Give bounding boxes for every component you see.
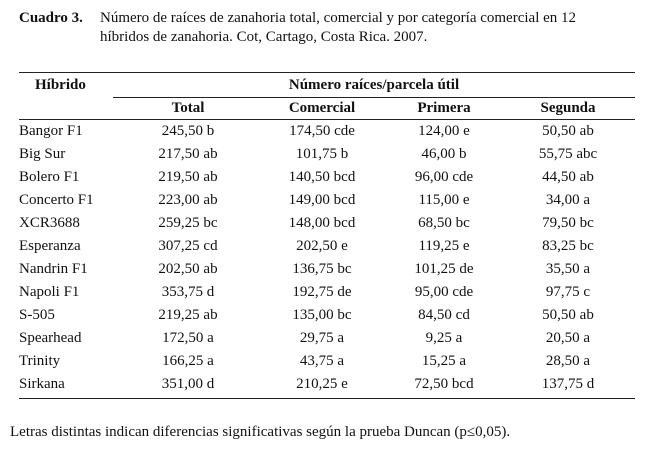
total-cell: 202,50 ab	[158, 261, 218, 277]
total-cell: 353,75 d	[161, 284, 215, 300]
segunda-cell: 20,50 a	[545, 330, 591, 346]
segunda-cell: 55,75 abc	[538, 146, 598, 162]
primera-cell: 84,50 cd	[418, 307, 470, 323]
comercial-cell: 43,75 a	[299, 353, 345, 369]
table-bottom-rule	[19, 398, 635, 399]
comercial-cell: 136,75 bc	[292, 261, 352, 277]
comercial-cell: 140,50 bcd	[288, 169, 356, 185]
comercial-cell: 149,00 bcd	[288, 192, 356, 208]
segunda-cell: 50,50 ab	[542, 123, 594, 139]
header-hibrido: Híbrido	[35, 77, 86, 93]
header-primera: Primera	[417, 100, 471, 116]
table-footnote: Letras distintas indican diferencias significativas según la prueba Duncan (p≤0,05).	[10, 424, 511, 440]
primera-cell: 9,25 a	[425, 330, 463, 346]
table-top-rule	[19, 72, 635, 73]
caption-line-2: híbridos de zanahoria. Cot, Cartago, Costa Rica. 2007.	[100, 29, 428, 45]
primera-cell: 46,00 b	[421, 146, 467, 162]
hybrid-name: Trinity	[19, 353, 61, 369]
caption-line-1: Número de raíces de zanahoria total, comercial y por categoría comercial en 12	[100, 10, 577, 26]
segunda-cell: 44,50 ab	[542, 169, 594, 185]
segunda-cell: 35,50 a	[545, 261, 591, 277]
primera-cell: 95,00 cde	[414, 284, 474, 300]
header-comercial: Comercial	[288, 100, 356, 116]
total-cell: 307,25 cd	[158, 238, 218, 254]
total-cell: 351,00 d	[161, 376, 215, 392]
total-cell: 245,50 b	[161, 123, 215, 139]
header-group-rule	[113, 97, 635, 98]
comercial-cell: 192,75 de	[292, 284, 352, 300]
segunda-cell: 79,50 bc	[542, 215, 594, 231]
total-cell: 166,25 a	[162, 353, 214, 369]
segunda-cell: 34,00 a	[545, 192, 591, 208]
comercial-cell: 101,75 b	[295, 146, 349, 162]
comercial-cell: 174,50 cde	[289, 123, 355, 139]
hybrid-name: Bangor F1	[19, 123, 83, 139]
primera-cell: 124,00 e	[418, 123, 470, 139]
header-group: Número raíces/parcela útil	[288, 77, 460, 93]
header-segunda: Segunda	[540, 100, 596, 116]
hybrid-name: Bolero F1	[19, 169, 80, 185]
primera-cell: 101,25 de	[414, 261, 474, 277]
primera-cell: 15,25 a	[421, 353, 467, 369]
hybrid-name: Napoli F1	[19, 284, 80, 300]
total-cell: 172,50 a	[162, 330, 214, 346]
segunda-cell: 137,75 d	[541, 376, 595, 392]
primera-cell: 119,25 e	[418, 238, 470, 254]
total-cell: 217,50 ab	[158, 146, 218, 162]
total-cell: 219,50 ab	[158, 169, 218, 185]
total-cell: 219,25 ab	[158, 307, 218, 323]
segunda-cell: 28,50 a	[545, 353, 591, 369]
comercial-cell: 135,00 bc	[292, 307, 352, 323]
caption-text	[100, 9, 655, 47]
segunda-cell: 50,50 ab	[542, 307, 594, 323]
hybrid-name: Spearhead	[19, 330, 82, 346]
total-cell: 223,00 ab	[158, 192, 218, 208]
comercial-cell: 210,25 e	[296, 376, 348, 392]
primera-cell: 72,50 bcd	[414, 376, 474, 392]
primera-cell: 68,50 bc	[418, 215, 470, 231]
segunda-cell: 83,25 bc	[542, 238, 594, 254]
hybrid-name: Big Sur	[19, 146, 66, 162]
hybrid-name: XCR3688	[19, 215, 80, 231]
comercial-cell: 29,75 a	[299, 330, 345, 346]
hybrid-name: Esperanza	[19, 238, 81, 254]
comercial-cell: 202,50 e	[296, 238, 348, 254]
primera-cell: 115,00 e	[418, 192, 470, 208]
segunda-cell: 97,75 c	[545, 284, 591, 300]
hybrid-name: Concerto F1	[19, 192, 94, 208]
hybrid-name: S-505	[19, 307, 55, 323]
caption-label: Cuadro 3.	[19, 10, 83, 26]
comercial-cell: 148,00 bcd	[288, 215, 356, 231]
total-cell: 259,25 bc	[158, 215, 218, 231]
hybrid-name: Sirkana	[19, 376, 65, 392]
primera-cell: 96,00 cde	[414, 169, 474, 185]
header-total: Total	[171, 100, 205, 116]
hybrid-name: Nandrin F1	[19, 261, 88, 277]
